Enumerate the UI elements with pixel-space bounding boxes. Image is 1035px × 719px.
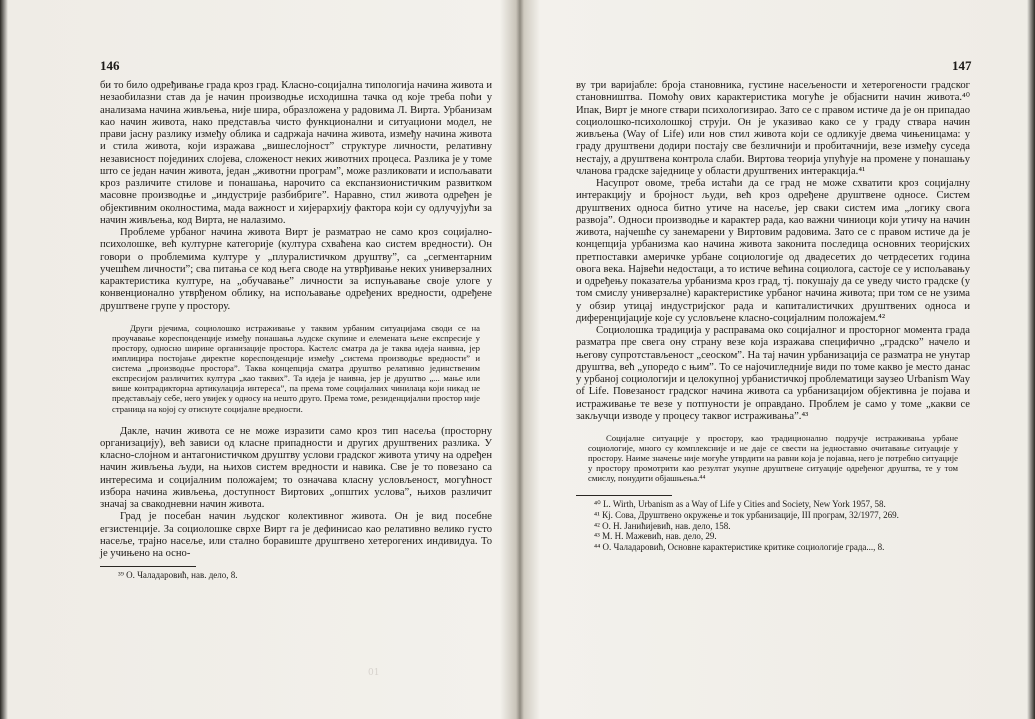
footnote: ⁴⁰ L. Wirth, Urbanism as a Way of Life у Cities and Society, New York 1957, 58. [594, 499, 886, 510]
footnote: ⁴¹ Кј. Сова, Друштвено окружење и ток урбанизације, III програм, 32/1977, 269. [594, 510, 899, 521]
paragraph: Проблеме урбаног начина живота Вирт је разматрао не само кроз социјално-психолошке, већ културне категорије (култура схваћена као систем вредности). Он говори о проблемима културе у „плуралистичком друштву”, са „сегментарним учешћем личности”; сва питања се код њега своде на утврђивање неких универзалних карактеристика културе, на „обучавање” личности за испуњавање своје улоге у конвенционално утврђеном облику, на испољавање одређених вредности, одређене друштвене групе у простору. [100, 227, 492, 312]
block-quote [588, 433, 958, 483]
footnote-rule [576, 495, 672, 496]
block-quote [112, 323, 480, 414]
paragraph: Град је посебан начин људског колективног живота. Он је вид посебне егзистенције. За социолошке сврхе Вирт га је дефинисао као релативно велико густо насеље, трајно насеље, или стално боравиште друштвено хетерогених индивидуа. То је учињено на осно- [100, 511, 492, 560]
footnote: ³⁹ О. Чаладаровић, нав. дело, 8. [118, 570, 238, 581]
paragraph: ву три варијабле: броја становника, густине насељености и хетерогености градског становништва. Помоћу ових карактеристика могуће је објаснити начин живота.⁴⁰ Ипак, Вирт је многе ствари психологизирао. Зато се с правом истиче да је он припадао социолошко-психолошкој струји. Он је указивао како се у граду ствара начин живљења (Way of Life) или нов стил живота који се одликује двема чињеницама: у граду друштвени додири постају све безличнији и пробитачнији, везе између суседа нестају, а друштвена контрола слаби. Виртова теорија упућује на промене у понашању чланова градске заједнице у области друштвених интеракција.⁴¹ [576, 80, 970, 177]
page-number-left: 146 [100, 58, 120, 73]
footnote-rule [100, 566, 196, 567]
left-page [8, 0, 518, 719]
bleed-through-mark: 01 [368, 668, 380, 678]
paragraph: би то било одређивање града кроз град. Класно-социјална типологија начина живота и незаобилазни став да је начин производње исходишна тачка од које треба поћи у анализама начина живљења, није шира, образложена у радовима Л. Вирта. Урбанизам као начин живота, нако представља чисто функционални и ситуациони модел, не прави јасну разлику између облика и садржаја начина живота, између начина живота и стила живота, који изражава „вишеслојност” структуре личности, релативну независност појединих слојева, сложеност неких животних процеса. Разлика је у томе што се један начин живота, један „животни програм”, може разликовати и испољавати кроз различите стилове и понашања, нарочито са експанзионистичким развитком масовне производње и „индустрије разбибриге”. Наравно, стил живота одређен је објективним околностима, мада важност и хијерархију фактора који су одлучујући за начин живљења, код Вирта, не налазимо. [100, 80, 492, 226]
footnote: ⁴⁴ О. Чаладаровић, Основне карактеристике критике социологије града..., 8. [594, 541, 885, 552]
right-page-text [576, 80, 970, 552]
right-page [524, 0, 1027, 719]
left-page-text [100, 80, 492, 581]
footnotes [576, 499, 970, 552]
footnote: ⁴³ М. Н. Мажевић, нав. дело, 29. [594, 531, 717, 542]
quote-text: Други рјечима, социолошко истраживање у таквим урбаним ситуацијама своди се на проучавање кореспонденције између понашања људске скупине и елемената њене експресије у простору, односно ширине организације простора. Кастелс сматра да је таква идеја наивна, јер имплицира постојање директне кореспонденције између „система производње вредности” и система „производње простора”. Таква концепција сматра друштво релативно јединственим експресијом различитих култура „као таквих”. Та идеја је наивна, јер је друштво „... мање или више контрадикторна артикулација интереса”, па према томе социјалних чинилаца који никад не представљају себе, него увијек у односу на нешто друго. Према томе, резиденцијални простор није страница на којој су отиснуте социјалне вредности. [112, 322, 480, 414]
footnotes [100, 570, 492, 581]
paragraph: Насупрот овоме, треба истаћи да се град не може схватити кроз социјалну интеракцију и бројност људи, већ кроз одређене друштвене односе. Систем друштвених односа битно утиче на насеље, јер сваки систем има „логику свога развоја”. Односи производње и карактер рада, као важни чиниоци који утичу на начин живота, најчешће су занемарени у Виртовим радовима. Зато се с правом истиче да је концепција урбанизма као начина живота законита последица основних теоријских претпоставки америчке урбане социологије од двадесетих до четрдесетих година овога века. Највећи недостаци, а то истиче већина социолога, састоје се у испољавању и одређењу показатеља урбанизма кроз град, тј. покушају да се уведу чисто градске (у том смислу универзалне) карактеристике урбаног начина живота; при том се не узима у обзир утицај индустријског рада и капиталистичких друштвених односа и диференцијације које су условљене класно-социјалним положајем.⁴² [576, 178, 970, 324]
page-number-right: 147 [952, 58, 972, 73]
quote-text: Социјалне ситуације у простору, као традиционално подручје истраживања урбане социологије, много су комплексније и не даје се свести на једноставно очитавање ситуације у простору. Наиме значење није могуће утврдити на равни која је појавна, него је потребно ситуације у простору промотрити као резултат укупне друштвене ситуације одређеног друштва, те у том смислу, понудити објашњења.⁴⁴ [588, 433, 958, 484]
paragraph: Дакле, начин живота се не може изразити само кроз тип насеља (просторну организацију), већ зависи од класне припадности и других друштвених разлика. У класно-слојном и антагонистичком друштву услови градског живота утичу на одређен начин живљења људи, на њихов систем вредности и навика. Све је то повезано са интересима и социјалним положајем; то означава класну условљеност, могућност избора начина живљења, доступност Виртових „општих услова”, њихов различит значај за свакодневни начин живота. [100, 425, 492, 511]
paragraph: Социолошка традиција у расправама око социјалног и просторног момента града разматра пре свега ону страну везе која изражава специфично „градско” начело и његову супротстављеност „сеоском”. На тај начин урбанизација се разматра не унутар друштва, већ „упоредо с њим”. То се најочигледније види по томе какво је место данас у урбаној социологији и целокупној урбанистичкој проблематици заузео Urbanism Way of Life. Повезаност градског начина живота са урбанизацијом објективна је појава и истраживање те везе у потпуности је оправдано. Проблем је само у томе „какви се закључци изводе у процесу таквог истраживања”.⁴³ [576, 325, 970, 422]
footnote: ⁴² О. Н. Јанићијевић, нав. дело, 158. [594, 520, 731, 531]
